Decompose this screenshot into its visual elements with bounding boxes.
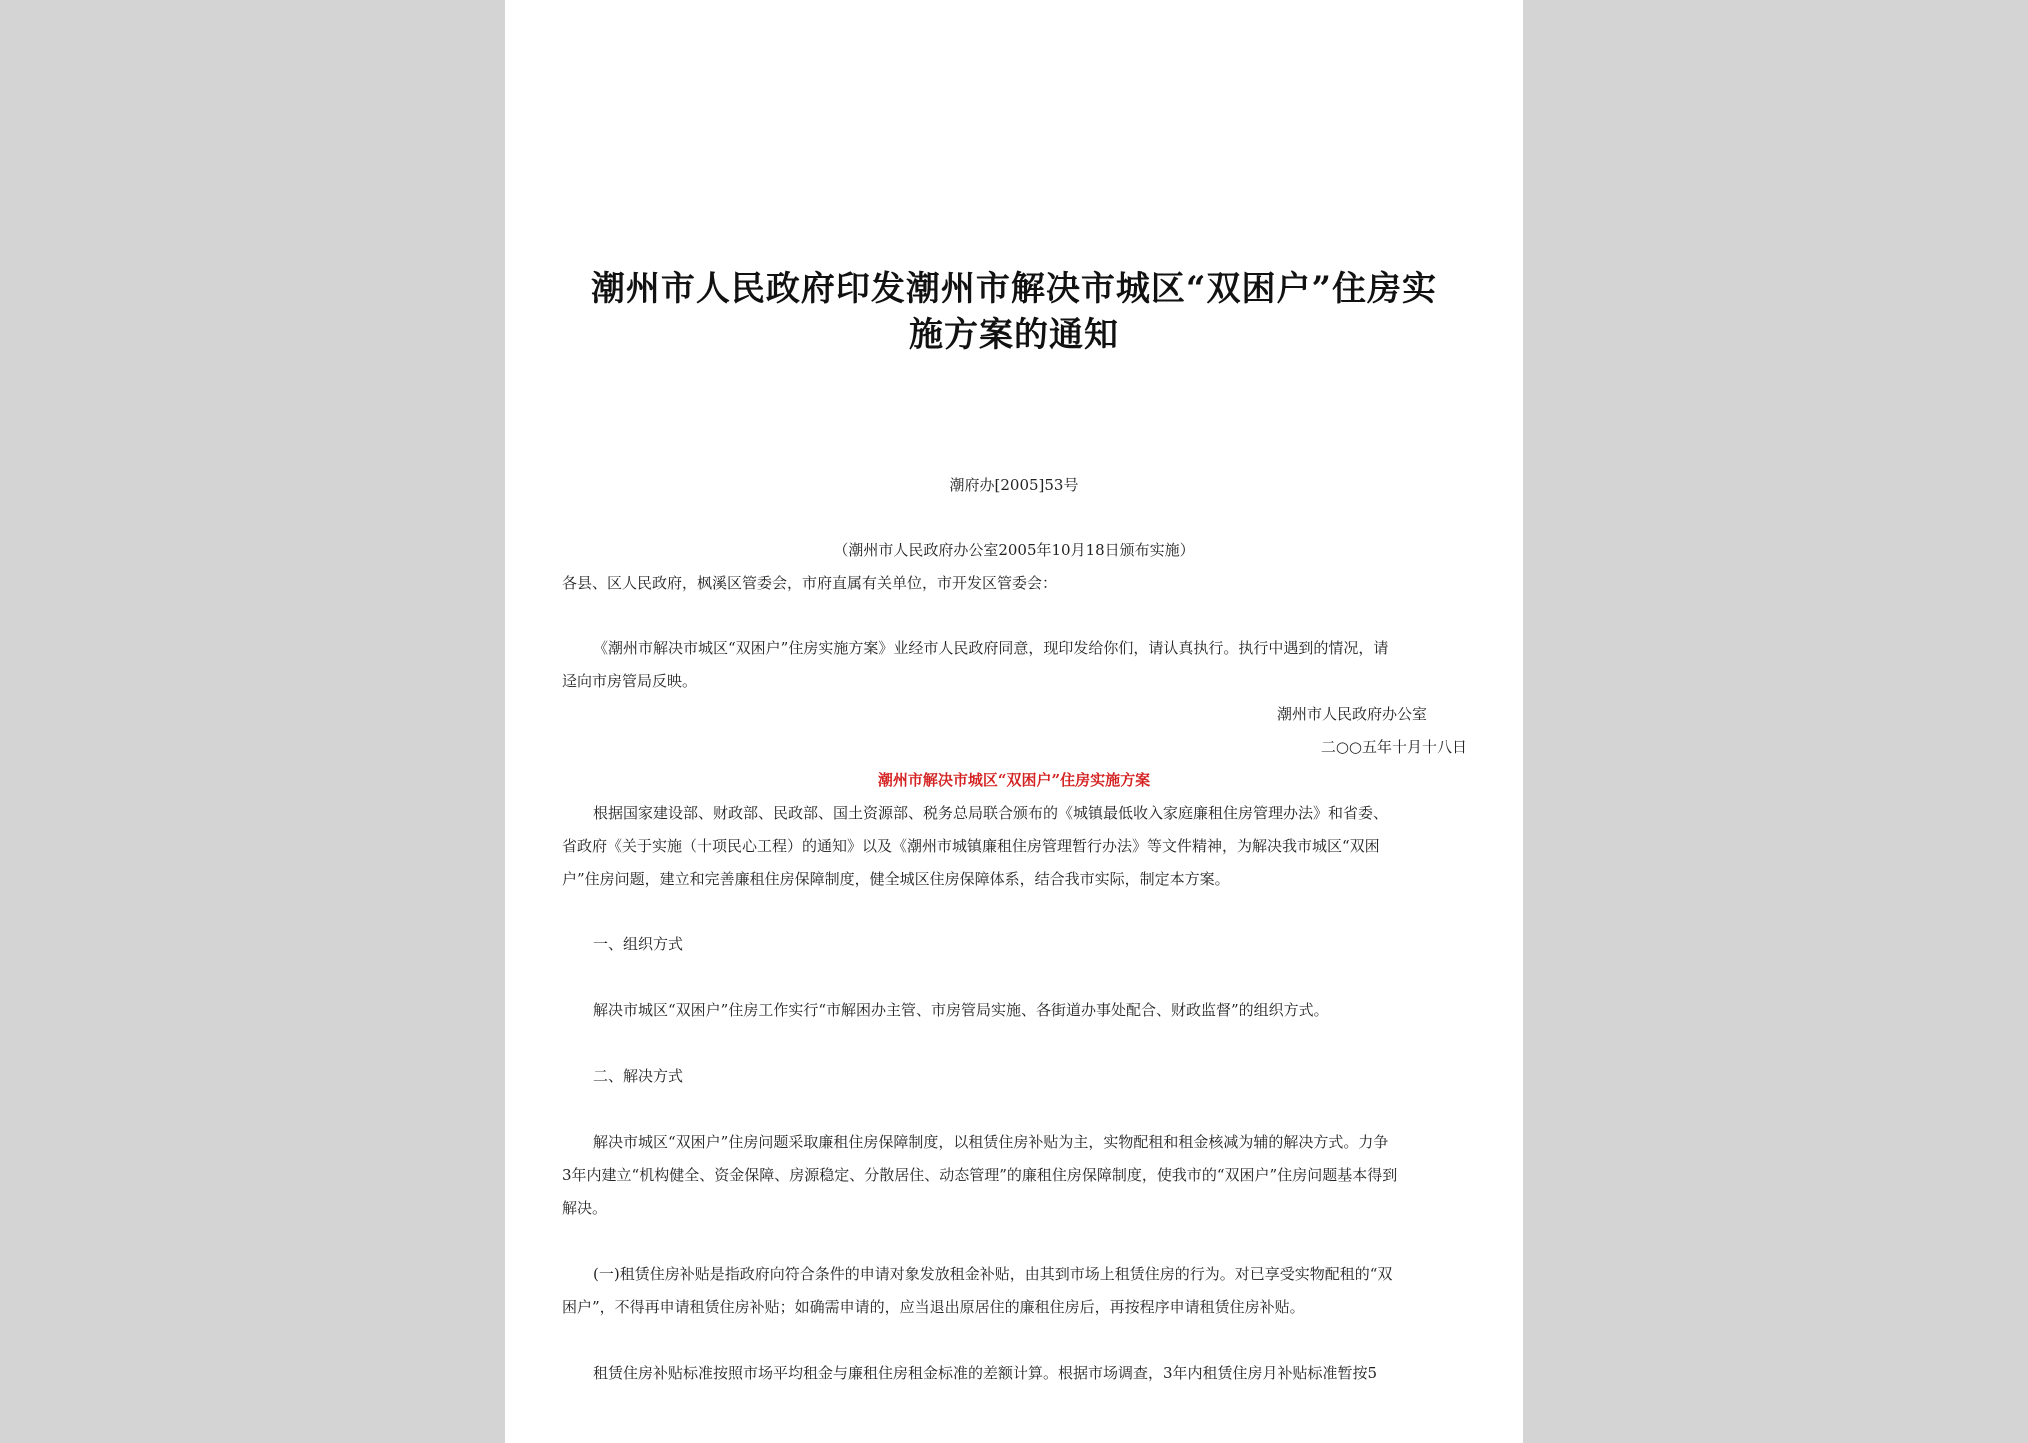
intro-paragraph-line2: 省政府《关于实施（十项民心工程）的通知》以及《潮州市城镇廉租住房管理暂行办法》等文件精神，为解决我市城区“双困	[562, 837, 1380, 855]
notice-paragraph-line2: 迳向市房管局反映。	[562, 672, 698, 690]
section1-text: 解决市城区“双困户”住房工作实行“市解困办主管、市房管局实施、各街道办事处配合、财政监督”的组织方式。	[593, 1001, 1329, 1019]
section2-heading: 二、解决方式	[593, 1067, 684, 1085]
intro-paragraph-line3: 户”住房问题，建立和完善廉租住房保障制度，健全城区住房保障体系，结合我市实际，制定本方案。	[562, 870, 1230, 888]
issued-note: （潮州市人民政府办公室2005年10月18日颁布实施）	[833, 541, 1195, 559]
item1-paragraph-line1: (一)租赁住房补贴是指政府向符合条件的申请对象发放租金补贴，由其到市场上租赁住房的行为。对已享受实物配租的“双	[593, 1265, 1393, 1283]
signature-org: 潮州市人民政府办公室	[1276, 705, 1427, 723]
document-page	[505, 0, 1523, 1443]
section2-paragraph-line3: 解决。	[562, 1199, 608, 1217]
signature-date: 二○○五年十月十八日	[1320, 738, 1467, 756]
item1-paragraph-line2: 困户”，不得再申请租赁住房补贴；如确需申请的，应当退出原居住的廉租住房后，再按程序申请租赁住房补贴。	[562, 1298, 1305, 1316]
document-number: 潮府办[2005]53号	[949, 476, 1079, 494]
section1-heading: 一、组织方式	[593, 935, 684, 953]
section2-paragraph-line2: 3年内建立“机构健全、资金保障、房源稳定、分散居住、动态管理”的廉租住房保障制度，使我市的“双困户”住房问题基本得到	[562, 1166, 1398, 1184]
notice-paragraph-line1: 《潮州市解决市城区“双困户”住房实施方案》业经市人民政府同意，现印发给你们，请认真执行。执行中遇到的情况，请	[593, 639, 1389, 657]
plan-title: 潮州市解决市城区“双困户”住房实施方案	[877, 771, 1151, 789]
item1-standard-line: 租赁住房补贴标准按照市场平均租金与廉租住房租金标准的差额计算。根据市场调查，3年内租赁住房月补贴标准暂按5	[593, 1364, 1378, 1382]
section2-paragraph-line1: 解决市城区“双困户”住房问题采取廉租住房保障制度，以租赁住房补贴为主，实物配租和租金核减为辅的解决方式。力争	[593, 1133, 1389, 1151]
addressee-line: 各县、区人民政府，枫溪区管委会，市府直属有关单位，市开发区管委会：	[562, 574, 1058, 592]
intro-paragraph-line1: 根据国家建设部、财政部、民政部、国土资源部、税务总局联合颁布的《城镇最低收入家庭廉租住房管理办法》和省委、	[593, 804, 1389, 822]
document-title-line1: 潮州市人民政府印发潮州市解决市城区“双困户”住房实	[590, 269, 1438, 309]
document-title-line2: 施方案的通知	[909, 315, 1119, 355]
